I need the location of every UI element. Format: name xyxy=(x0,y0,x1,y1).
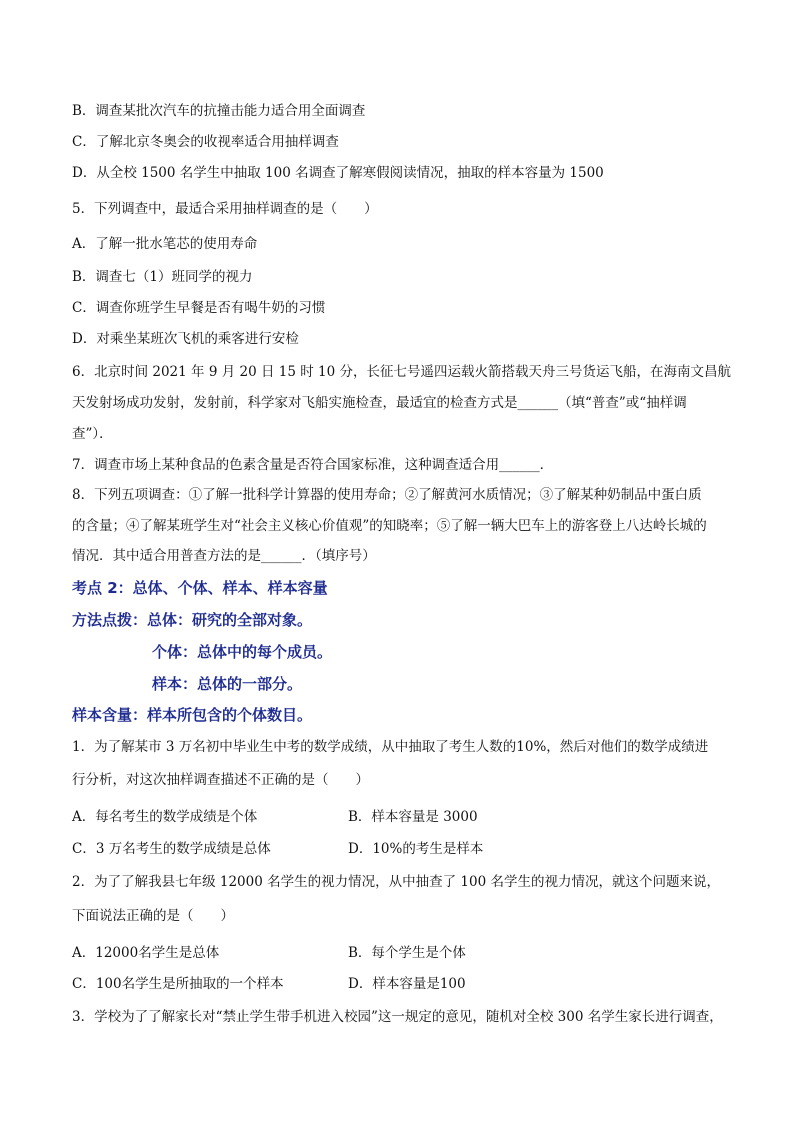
question-7: 7．调查市场上某种食品的色素含量是否符合国家标准，这种调查适合用______． xyxy=(72,457,554,473)
question-6-line-3: 查”）． xyxy=(72,426,113,442)
question-5-option-d: D．对乘坐某班次飞机的乘客进行安检 xyxy=(72,331,299,347)
method-tip-sample: 样本：总体的一部分。 xyxy=(152,675,303,693)
question-5-option-b: B．调查七（1）班同学的视力 xyxy=(72,269,253,285)
method-tip-sample-size: 样本含量：样本所包含的个体数目。 xyxy=(72,706,313,724)
practice-1-option-c: C．3 万名考生的数学成绩是总体 xyxy=(72,841,271,857)
method-tip-individual: 个体：总体中的每个成员。 xyxy=(152,643,333,661)
question-6-line-2: 天发射场成功发射，发射前，科学家对飞船实施检查，最适宜的检查方式是______（填“普查”或“抽样调 xyxy=(72,395,687,411)
question-5-option-c: C．调查你班学生早餐是否有喝牛奶的习惯 xyxy=(72,300,326,316)
section-heading: 考点 2：总体、个体、样本、样本容量 xyxy=(72,579,328,597)
question-5-option-a: A．了解一批水笔芯的使用寿命 xyxy=(72,236,258,252)
method-tip-population: 方法点拨：总体：研究的全部对象。 xyxy=(72,611,313,629)
question-8-line-3: 情况．其中适合用普查方法的是______．（填序号） xyxy=(72,548,376,564)
practice-2-option-b: B．每个学生是个体 xyxy=(348,945,466,961)
question-5: 5．下列调查中，最适合采用抽样调查的是（ ） xyxy=(72,201,378,217)
practice-1-option-b: B．样本容量是 3000 xyxy=(348,809,478,825)
practice-2-option-a: A．12000名学生是总体 xyxy=(72,945,220,961)
question-8-line-1: 8．下列五项调查：①了解一批科学计算器的使用寿命；②了解黄河水质情况；③了解某种奶制品中蛋白质 xyxy=(72,487,702,503)
option-b-line: B．调查某批次汽车的抗撞击能力适合用全面调查 xyxy=(72,103,366,119)
practice-2-line-2: 下面说法正确的是（ ） xyxy=(72,908,234,924)
practice-1-line-1: 1．为了解某市 3 万名初中毕业生中考的数学成绩，从中抽取了考生人数的10%，然后对他们的数学成绩进 xyxy=(72,739,709,755)
question-8-line-2: 的含量；④了解某班学生对“社会主义核心价值观”的知晓率；⑤了解一辆大巴车上的游客登上八达岭长城的 xyxy=(72,518,707,534)
practice-2-option-c: C．100名学生是所抽取的一个样本 xyxy=(72,976,284,992)
practice-2-option-d: D．样本容量是100 xyxy=(348,976,466,992)
practice-3-line-1: 3．学校为了了解家长对“禁止学生带手机进入校园”这一规定的意见，随机对全校 300 名学生家长进行调查， xyxy=(72,1009,723,1025)
practice-1-option-a: A．每名考生的数学成绩是个体 xyxy=(72,809,258,825)
practice-1-option-d: D．10%的考生是样本 xyxy=(348,841,484,857)
practice-1-line-2: 行分析，对这次抽样调查描述不正确的是（ ） xyxy=(72,772,369,788)
question-6-line-1: 6．北京时间 2021 年 9 月 20 日 15 时 10 分，长征七号遥四运载火箭搭载天舟三号货运飞船，在海南文昌航 xyxy=(72,364,731,380)
option-c-line: C．了解北京冬奥会的收视率适合用抽样调查 xyxy=(72,134,339,150)
option-d-line: D．从全校 1500 名学生中抽取 100 名调查了解寒假阅读情况，抽取的样本容量为 1500 xyxy=(72,165,604,181)
practice-2-line-1: 2．为了了解我县七年级 12000 名学生的视力情况，从中抽查了 100 名学生的视力情况，就这个问题来说， xyxy=(72,874,720,890)
